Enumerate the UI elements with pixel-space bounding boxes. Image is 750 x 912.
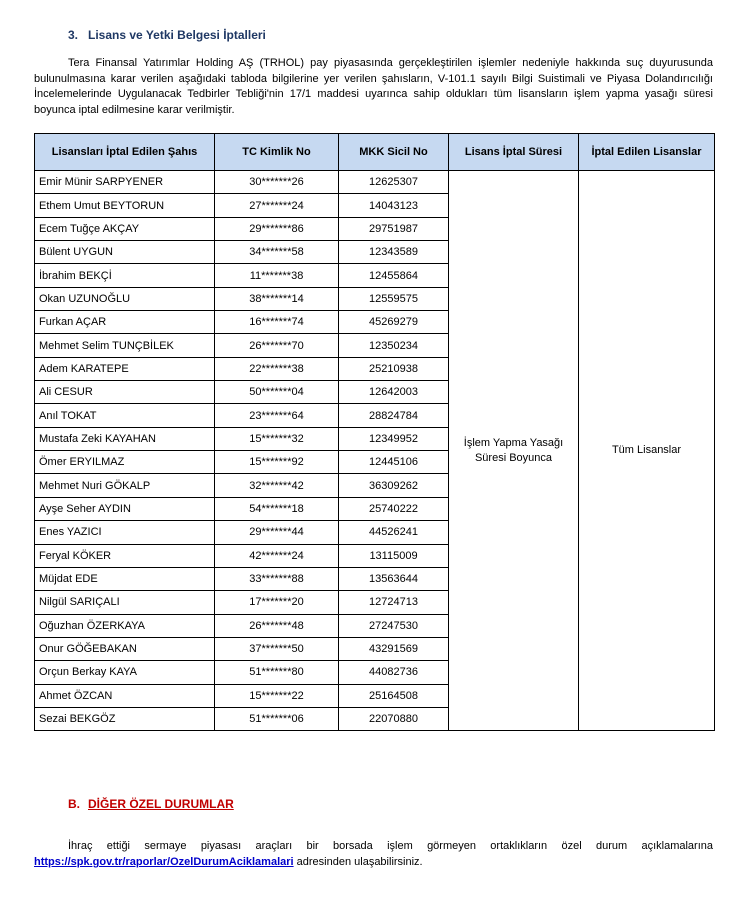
tc-number-cell: 22*******38 <box>215 357 339 380</box>
header-tc: TC Kimlik No <box>215 134 339 171</box>
tc-number-cell: 33*******88 <box>215 567 339 590</box>
mkk-number-cell: 27247530 <box>339 614 449 637</box>
person-name-cell: Orçun Berkay KAYA <box>35 661 215 684</box>
tc-number-cell: 15*******32 <box>215 427 339 450</box>
header-person: Lisansları İptal Edilen Şahıs <box>35 134 215 171</box>
tc-number-cell: 50*******04 <box>215 381 339 404</box>
table-header-row <box>35 134 715 171</box>
mkk-number-cell: 25164508 <box>339 684 449 707</box>
mkk-number-cell: 12455864 <box>339 264 449 287</box>
mkk-number-cell: 22070880 <box>339 707 449 730</box>
tc-number-cell: 34*******58 <box>215 241 339 264</box>
section-3-title: Lisans ve Yetki Belgesi İptalleri <box>88 28 266 42</box>
person-name-cell: Ahmet ÖZCAN <box>35 684 215 707</box>
tc-number-cell: 17*******20 <box>215 591 339 614</box>
mkk-number-cell: 12349952 <box>339 427 449 450</box>
person-name-cell: Feryal KÖKER <box>35 544 215 567</box>
mkk-number-cell: 12625307 <box>339 171 449 194</box>
special-status-link[interactable]: https://spk.gov.tr/raporlar/OzelDurumAciklamalari <box>34 856 294 868</box>
mkk-number-cell: 45269279 <box>339 311 449 334</box>
tc-number-cell: 15*******92 <box>215 451 339 474</box>
mkk-number-cell: 25210938 <box>339 357 449 380</box>
tc-number-cell: 26*******70 <box>215 334 339 357</box>
tc-number-cell: 51*******06 <box>215 707 339 730</box>
cancellation-duration-cell: İşlem Yapma Yasağı Süresi Boyunca <box>449 171 579 731</box>
section-3-paragraph: Tera Finansal Yatırımlar Holding AŞ (TRHOL) pay piyasasında gerçekleştirilen işlemler nedeniyle hakkında suç duyurusunda bulunulmasına karar verilen aşağıdaki tabloda bilgilerine yer verilen şahısların, V-101.1 sayılı Bilgi Suistimali ve Piyasa Dolandırıcılığı İncelemelerinde Uygulanacak Tedbirler Tebliği'nin 17/1 maddesi uyarınca sahip oldukları tüm lisansların işlem yapma yasağı süresi boyunca iptal edilmesine karar verilmiştir. <box>34 57 713 116</box>
person-name-cell: Ecem Tuğçe AKÇAY <box>35 217 215 240</box>
tc-number-cell: 29*******44 <box>215 521 339 544</box>
tc-number-cell: 32*******42 <box>215 474 339 497</box>
tc-number-cell: 26*******48 <box>215 614 339 637</box>
tc-number-cell: 30*******26 <box>215 171 339 194</box>
mkk-number-cell: 12559575 <box>339 287 449 310</box>
section-b-text-after: adresinden ulaşabilirsiniz. <box>293 856 423 868</box>
person-name-cell: Mehmet Selim TUNÇBİLEK <box>35 334 215 357</box>
cancelled-licenses-cell: Tüm Lisanslar <box>579 171 715 731</box>
person-name-cell: Onur GÖĞEBAKAN <box>35 637 215 660</box>
section-3-heading <box>68 28 266 42</box>
tc-number-cell: 38*******14 <box>215 287 339 310</box>
mkk-number-cell: 25740222 <box>339 497 449 520</box>
person-name-cell: Ali CESUR <box>35 381 215 404</box>
tc-number-cell: 51*******80 <box>215 661 339 684</box>
mkk-number-cell: 12642003 <box>339 381 449 404</box>
tc-number-cell: 16*******74 <box>215 311 339 334</box>
mkk-number-cell: 12724713 <box>339 591 449 614</box>
header-mkk: MKK Sicil No <box>339 134 449 171</box>
table-row <box>35 171 715 194</box>
person-name-cell: Ömer ERYILMAZ <box>35 451 215 474</box>
section-3-number: 3. <box>68 28 79 42</box>
person-name-cell: Müjdat EDE <box>35 567 215 590</box>
section-b-paragraph <box>34 838 713 870</box>
tc-number-cell: 23*******64 <box>215 404 339 427</box>
section-b-number: B. <box>68 797 80 811</box>
tc-number-cell: 37*******50 <box>215 637 339 660</box>
person-name-cell: Ethem Umut BEYTORUN <box>35 194 215 217</box>
mkk-number-cell: 12445106 <box>339 451 449 474</box>
person-name-cell: Furkan AÇAR <box>35 311 215 334</box>
mkk-number-cell: 29751987 <box>339 217 449 240</box>
header-duration: Lisans İptal Süresi <box>449 134 579 171</box>
person-name-cell: Nilgül SARIÇALI <box>35 591 215 614</box>
table-body <box>35 171 715 731</box>
person-name-cell: Bülent UYGUN <box>35 241 215 264</box>
person-name-cell: Okan UZUNOĞLU <box>35 287 215 310</box>
section-b-title: DİĞER ÖZEL DURUMLAR <box>88 797 234 811</box>
license-cancellation-table <box>34 133 715 731</box>
section-b-text-before: İhraç ettiği sermaye piyasası araçları bir borsada işlem görmeyen ortaklıkların özel durum açıklamalarına <box>68 840 713 852</box>
tc-number-cell: 42*******24 <box>215 544 339 567</box>
person-name-cell: Mustafa Zeki KAYAHAN <box>35 427 215 450</box>
tc-number-cell: 27*******24 <box>215 194 339 217</box>
person-name-cell: Mehmet Nuri GÖKALP <box>35 474 215 497</box>
person-name-cell: Emir Münir SARPYENER <box>35 171 215 194</box>
mkk-number-cell: 36309262 <box>339 474 449 497</box>
person-name-cell: Sezai BEKGÖZ <box>35 707 215 730</box>
person-name-cell: Oğuzhan ÖZERKAYA <box>35 614 215 637</box>
tc-number-cell: 54*******18 <box>215 497 339 520</box>
mkk-number-cell: 14043123 <box>339 194 449 217</box>
section-b-heading <box>68 797 234 811</box>
mkk-number-cell: 44082736 <box>339 661 449 684</box>
person-name-cell: Ayşe Seher AYDIN <box>35 497 215 520</box>
tc-number-cell: 15*******22 <box>215 684 339 707</box>
person-name-cell: Anıl TOKAT <box>35 404 215 427</box>
header-licenses: İptal Edilen Lisanslar <box>579 134 715 171</box>
tc-number-cell: 11*******38 <box>215 264 339 287</box>
mkk-number-cell: 43291569 <box>339 637 449 660</box>
tc-number-cell: 29*******86 <box>215 217 339 240</box>
person-name-cell: İbrahim BEKÇİ <box>35 264 215 287</box>
mkk-number-cell: 12343589 <box>339 241 449 264</box>
mkk-number-cell: 13115009 <box>339 544 449 567</box>
person-name-cell: Adem KARATEPE <box>35 357 215 380</box>
mkk-number-cell: 13563644 <box>339 567 449 590</box>
mkk-number-cell: 44526241 <box>339 521 449 544</box>
mkk-number-cell: 28824784 <box>339 404 449 427</box>
mkk-number-cell: 12350234 <box>339 334 449 357</box>
person-name-cell: Enes YAZICI <box>35 521 215 544</box>
